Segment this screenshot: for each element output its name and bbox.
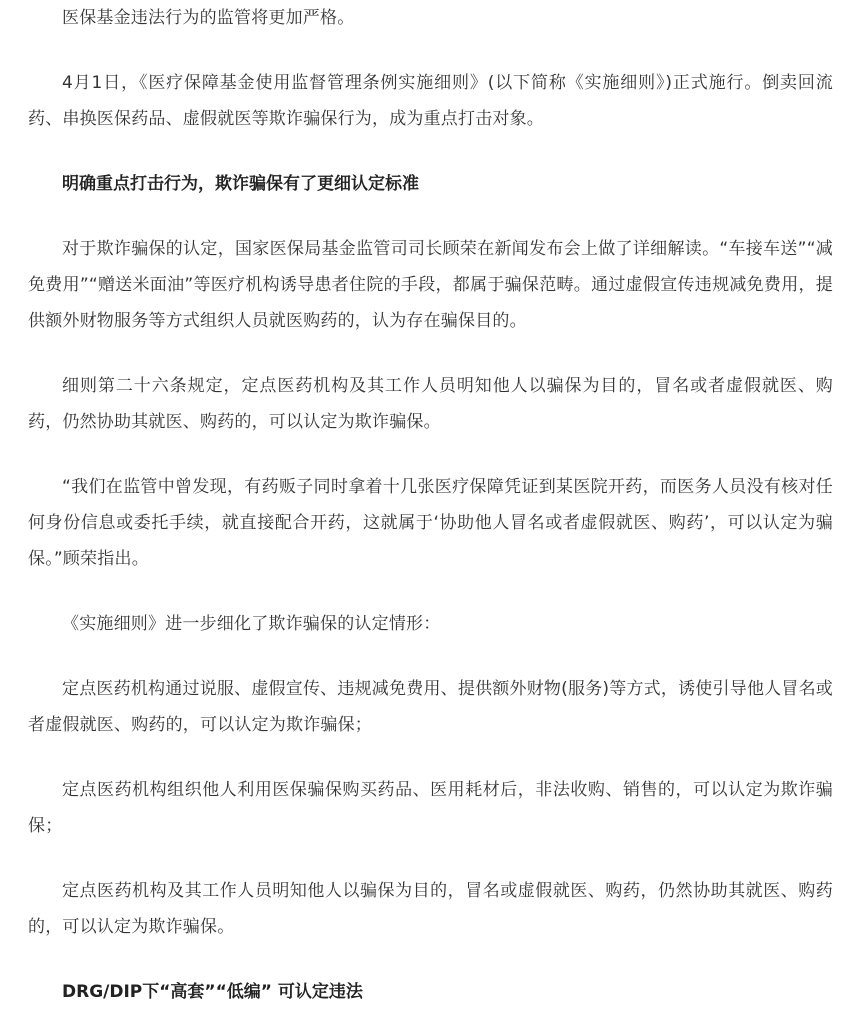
paragraph-gap — [28, 202, 833, 231]
paragraph-refinement-intro: 《实施细则》进一步细化了欺诈骗保的认定情形： — [62, 614, 441, 634]
paragraph-gap — [28, 339, 833, 368]
paragraph-interpretation: 对于欺诈骗保的认定，国家医保局基金监管司司长顾荣在新闻发布会上做了详细解读。“车接车送”“减免费用”“赠送米面油”等医疗机构诱导患者住院的手段，都属于骗保范畴。通过虚假宣传违规减免费用，提供额外财物服务等方式组织人员就医购药的，认为存在骗保目的。 — [28, 239, 833, 331]
paragraph-article-26: 细则第二十六条规定，定点医药机构及其工作人员明知他人以骗保为目的，冒名或者虚假就医、购药，仍然协助其就医、购药的，可以认定为欺诈骗保。 — [28, 376, 833, 432]
paragraph-gap — [28, 945, 833, 974]
paragraph-gap — [28, 36, 833, 65]
paragraph-case-2: 定点医药机构组织他人利用医保骗保购买药品、医用耗材后，非法收购、销售的，可以认定为欺诈骗保； — [28, 780, 833, 836]
paragraph-case-1: 定点医药机构通过说服、虚假宣传、违规减免费用、提供额外财物(服务)等方式，诱使引导他人冒名或者虚假就医、购药的，可以认定为欺诈骗保； — [28, 679, 833, 735]
paragraph-rules-effective: 4月1日，《医疗保障基金使用监督管理条例实施细则》(以下简称《实施细则》)正式施行。倒卖回流药、串换医保药品、虚假就医等欺诈骗保行为，成为重点打击对象。 — [28, 73, 833, 129]
article-body — [28, 0, 833, 1010]
paragraph-gap — [28, 137, 833, 166]
paragraph-gap — [28, 577, 833, 606]
paragraph-gap — [28, 642, 833, 671]
section-heading-drg-dip: DRG/DIP下“高套”“低编” 可认定违法 — [62, 982, 363, 1002]
paragraph-intro: 医保基金违法行为的监管将更加严格。 — [62, 8, 355, 28]
paragraph-quote: “我们在监管中曾发现，有药贩子同时拿着十几张医疗保障凭证到某医院开药，而医务人员没有核对任何身份信息或委托手续，就直接配合开药，这就属于‘协助他人冒名或者虚假就医、购药’，可以认定为骗保。”顾荣指出。 — [28, 477, 833, 569]
paragraph-gap — [28, 743, 833, 772]
paragraph-gap — [28, 440, 833, 469]
paragraph-gap — [28, 844, 833, 873]
section-heading-fraud-standards: 明确重点打击行为，欺诈骗保有了更细认定标准 — [62, 174, 419, 194]
paragraph-case-3: 定点医药机构及其工作人员明知他人以骗保为目的，冒名或虚假就医、购药，仍然协助其就医、购药的，可以认定为欺诈骗保。 — [28, 881, 833, 937]
